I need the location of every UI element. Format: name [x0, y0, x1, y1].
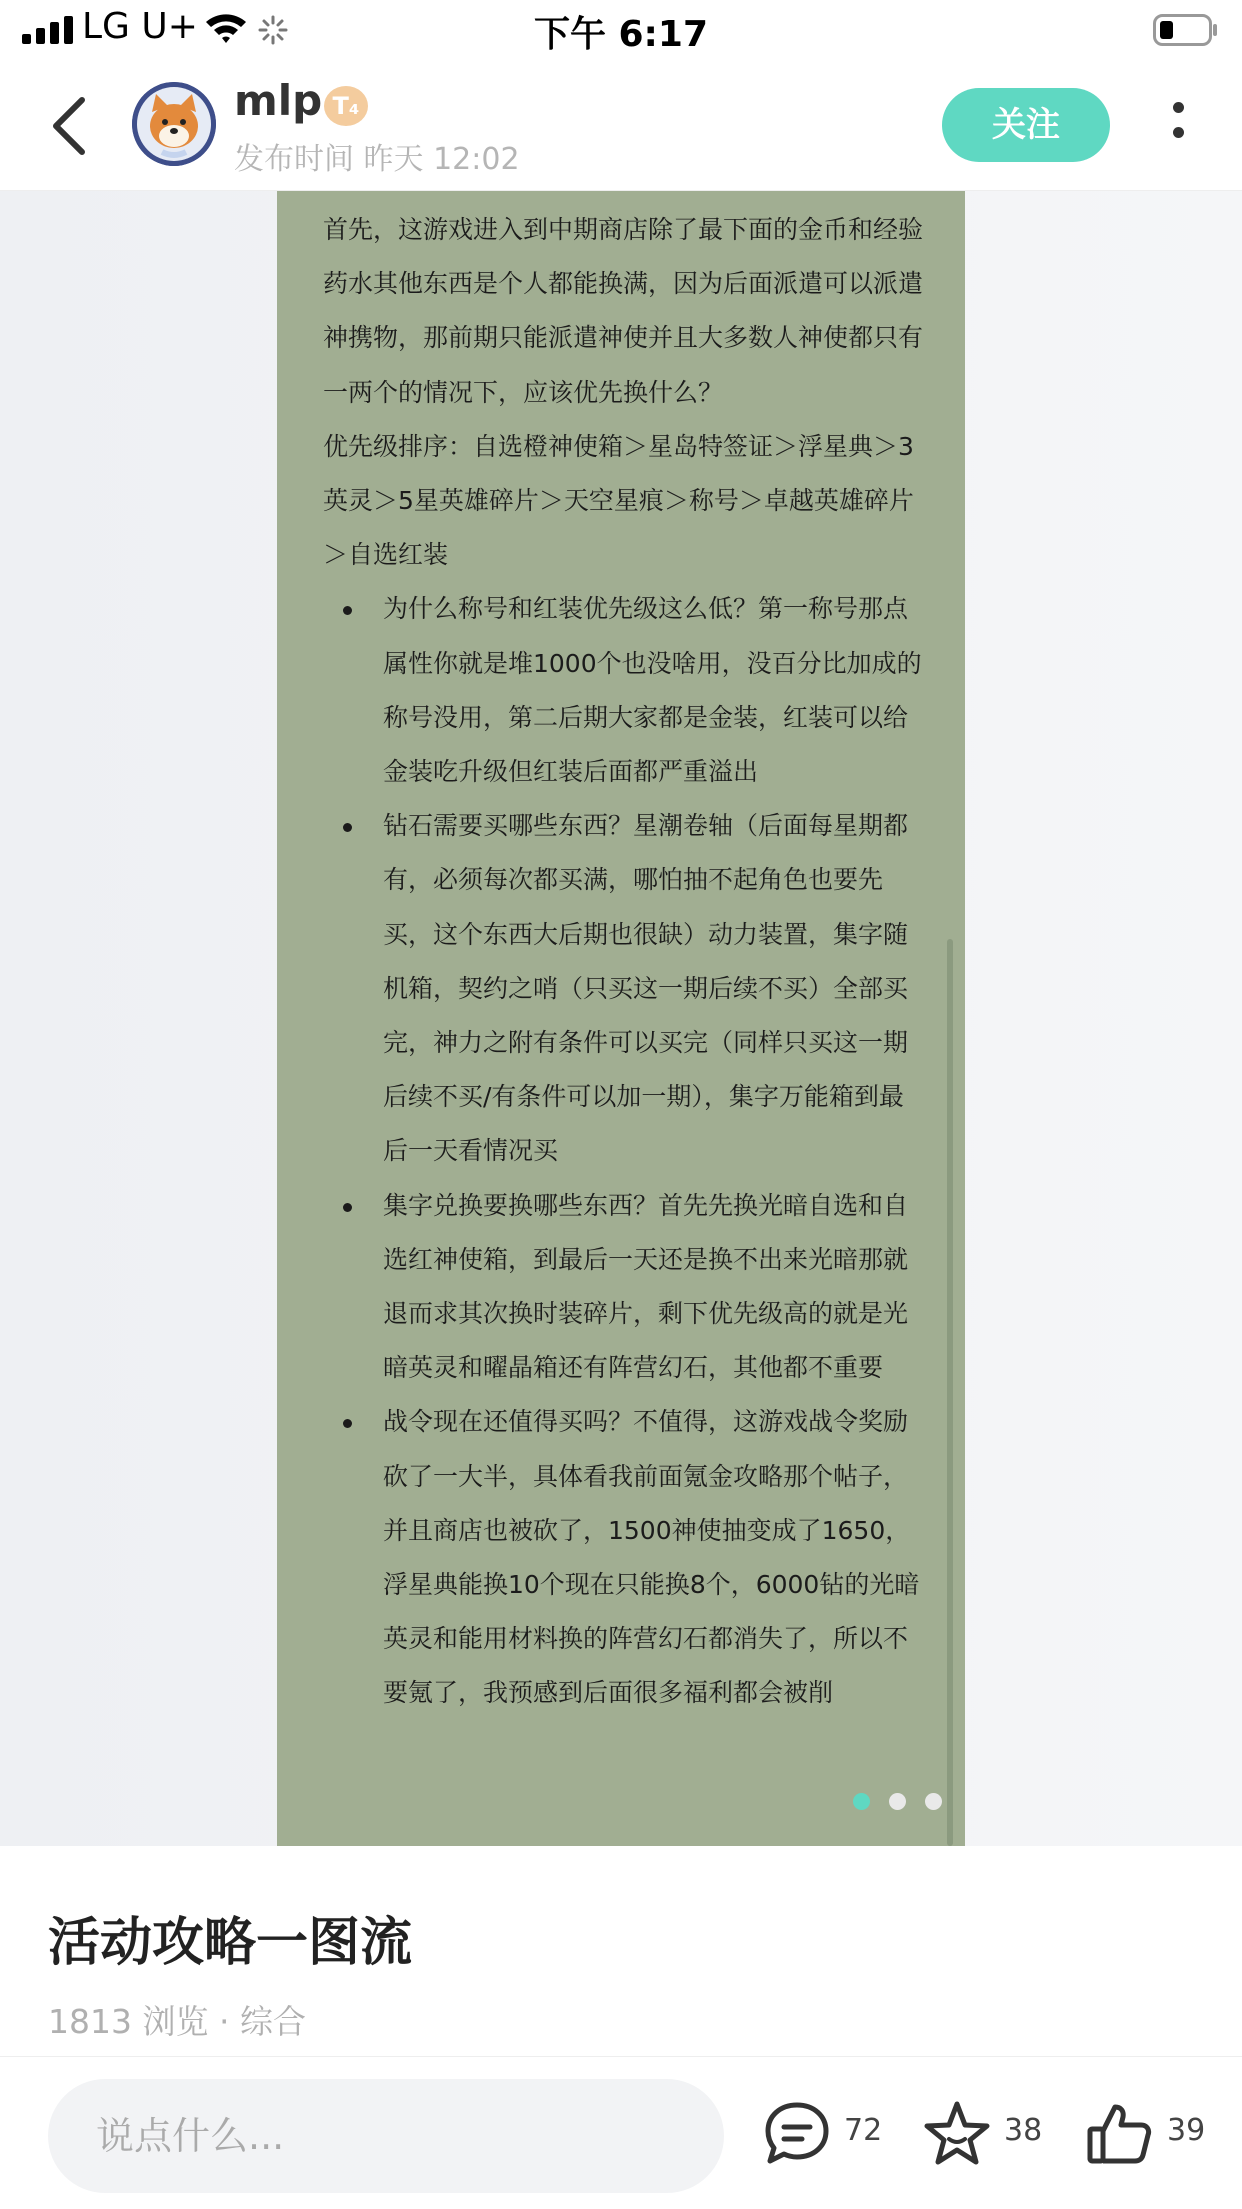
like-count: 39: [1167, 2113, 1206, 2148]
bullet-item: 集字兑换要换哪些东西？首先先换光暗自选和自选红神使箱，到最后一天还是换不出来光暗那就退而求其次换时装碎片，剩下优先级高的就是光暗英灵和曜晶箱还有阵营幻石，其他都不重要: [323, 1179, 923, 1396]
status-bar: [0, 0, 1242, 62]
view-count: 1813 浏览: [48, 2002, 209, 2041]
priority-paragraph: 优先级排序：自选橙神使箱＞星岛特签证＞浮星典＞3英灵＞5星英雄碎片＞天空星痕＞称号＞卓越英雄碎片＞自选红装: [323, 431, 914, 570]
battery-icon: [1153, 12, 1219, 48]
page-dot[interactable]: [889, 1793, 906, 1810]
image-carousel[interactable]: [0, 191, 1242, 1846]
bottom-action-bar: [0, 2056, 1242, 2209]
bullet-item: 钻石需要买哪些东西？星潮卷轴（后面每星期都有，必须每次都买满，哪怕抽不起角色也要先买，这个东西大后期也很缺）动力装置，集字随机箱，契约之哨（只买这一期后续不买）全部买完，神力之附有条件可以买完（同样只买这一期后续不买/有条件可以加一期），集字万能箱到最后一天看情况买: [323, 799, 923, 1178]
thumbs-up-icon: [1085, 2099, 1155, 2169]
post-meta: [48, 1996, 306, 2043]
author-name[interactable]: mlp: [234, 76, 323, 125]
comment-icon: [762, 2099, 832, 2169]
post-title: 活动攻略一图流: [48, 1913, 413, 1973]
bullet-item: 为什么称号和红装优先级这么低？第一称号那点属性你就是堆1000个也没啥用，没百分比加成的称号没用，第二后期大家都是金装，红装可以给金装吃升级但红装后面都严重溢出: [323, 582, 923, 799]
follow-button[interactable]: 关注: [942, 88, 1110, 162]
post-header: [0, 62, 1242, 191]
post-time: 发布时间 昨天 12:02: [234, 142, 520, 177]
favorite-count: 38: [1004, 2113, 1043, 2148]
post-image[interactable]: [277, 191, 965, 1846]
clock: 下午 6:17: [533, 14, 709, 55]
intro-paragraph: 首先，这游戏进入到中期商店除了最下面的金币和经验药水其他东西是个人都能换满，因为后面派遣可以派遣神携物，那前期只能派遣神使并且大多数人神使都只有一两个的情况下，应该优先换什么？: [323, 215, 924, 407]
meta-separator: ·: [218, 2002, 230, 2041]
back-icon[interactable]: [48, 96, 88, 156]
bullet-item: 战令现在还值得买吗？不值得，这游戏战令奖励砍了一大半，具体看我前面氪金攻略那个帖子，并且商店也被砍了，1500神使抽变成了1650，浮星典能换10个现在只能换8个，6000钻的光暗英灵和能用材料换的阵营幻石都消失了，所以不要氪了，我预感到后面很多福利都会被削: [323, 1395, 923, 1720]
page-dot[interactable]: [925, 1793, 942, 1810]
more-options-icon[interactable]: [1168, 98, 1188, 158]
page-indicator: [853, 1793, 961, 1813]
star-icon: [922, 2099, 992, 2169]
comment-input[interactable]: 说点什么...: [48, 2079, 724, 2193]
page-dot-active[interactable]: [853, 1793, 870, 1810]
level-badge: T₄: [324, 86, 368, 126]
post-category[interactable]: 综合: [239, 2002, 306, 2041]
shiba-dog-avatar-icon: [132, 82, 216, 166]
avatar[interactable]: [132, 82, 216, 166]
image-scrollbar: [947, 939, 953, 1846]
bullet-list: [323, 582, 923, 1720]
comment-count: 72: [844, 2113, 883, 2148]
carrier-name: LG U+: [82, 6, 198, 47]
image-text-content: [323, 203, 923, 1721]
